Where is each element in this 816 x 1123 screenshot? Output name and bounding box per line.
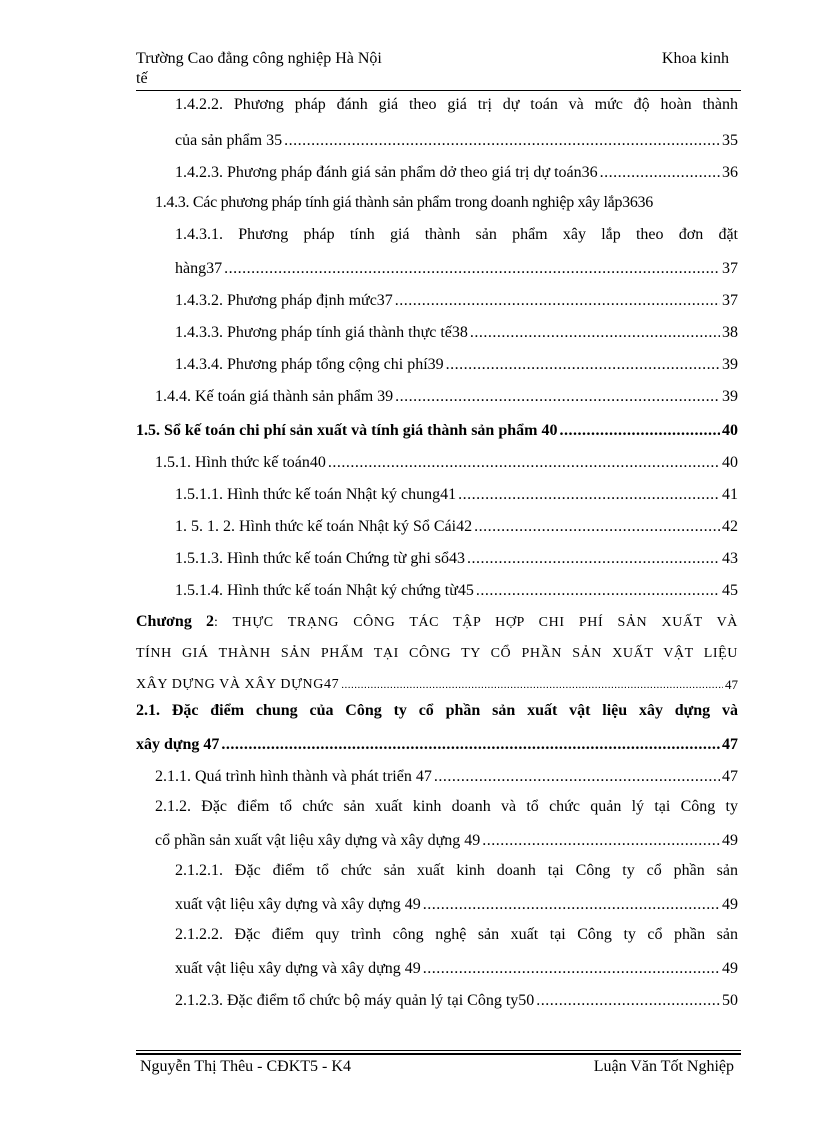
toc-entry[interactable]: của sản phẩm 35 ..... 35 <box>175 128 738 152</box>
toc-page-number: 49 <box>722 960 738 977</box>
dot-leader <box>559 420 720 442</box>
toc-page-number: 42 <box>722 518 738 535</box>
toc-entry[interactable]: 1.4.3.2. Phương pháp định mức37 ..... 37 <box>175 288 738 312</box>
toc-entry[interactable]: xuất vật liệu xây dựng và xây dựng 49 ..... 49 <box>175 956 738 980</box>
toc-entry-chapter[interactable]: Chương 2: THỰC TRẠNG CÔNG TÁC TẬP HỢP CHI PHÍ SẢN XUẤT VÀ <box>136 613 738 630</box>
toc-entry[interactable]: 2.1.1. Quá trình hình thành và phát triển 47 ..... 47 <box>155 764 738 788</box>
toc-entry[interactable]: hàng37 ..... 37 <box>175 256 738 280</box>
faculty-name: Khoa kinh <box>661 50 729 67</box>
toc-entry[interactable]: cổ phần sản xuất vật liệu xây dựng và xây dựng 49 ..... 49 <box>155 828 738 852</box>
toc-entry[interactable]: 2.1.2.1. Đặc điểm tổ chức sản xuất kinh doanh tại Công ty cổ phần sản <box>175 862 738 879</box>
dot-leader <box>470 322 720 344</box>
toc-entry[interactable]: 1.4.3.3. Phương pháp tính giá thành thực tế38 ..... 38 <box>175 320 738 344</box>
toc-entry[interactable]: 2.1.2.2. Đặc điểm quy trình công nghệ sản xuất tại Công ty cổ phần sản <box>175 926 738 943</box>
dot-leader <box>536 990 720 1012</box>
dot-leader <box>341 674 723 696</box>
dot-leader <box>482 830 720 852</box>
dot-leader <box>221 734 720 756</box>
toc-entry[interactable]: 1.4.3.4. Phương pháp tổng cộng chi phí39 ..... 39 <box>175 352 738 376</box>
toc-page-number: 39 <box>722 388 738 405</box>
toc-page-number: 47 <box>725 677 738 692</box>
dot-leader <box>395 386 720 408</box>
toc-entry[interactable]: 2.1.2.3. Đặc điểm tổ chức bộ máy quản lý tại Công ty50 ..... 50 <box>175 988 738 1012</box>
faculty-name-wrap: tế <box>136 70 148 87</box>
toc-entry-chapter[interactable]: XÂY DỰNG VÀ XÂY DỰNG47 ..... 47 <box>136 672 738 696</box>
toc-page-number: 40 <box>722 454 738 471</box>
toc-page-number: 39 <box>722 356 738 373</box>
dot-leader <box>423 958 720 980</box>
dot-leader <box>458 484 720 506</box>
toc-entry[interactable]: 1.5.1. Hình thức kế toán40 ..... 40 <box>155 450 738 474</box>
toc-page-number: 49 <box>722 896 738 913</box>
footer-divider-thick <box>136 1053 741 1055</box>
toc-page-number: 38 <box>722 324 738 341</box>
footer-divider <box>136 1050 741 1051</box>
toc-page-number: 49 <box>722 832 738 849</box>
toc-page-number: 47 <box>722 736 738 753</box>
dot-leader <box>224 258 720 280</box>
toc-page-number: 41 <box>722 486 738 503</box>
toc-page-number: 45 <box>722 582 738 599</box>
school-name: Trường Cao đẳng công nghiệp Hà Nội <box>136 50 382 67</box>
toc-entry[interactable]: 1.4.3.1. Phương pháp tính giá thành sản phẩm xây lắp theo đơn đặt <box>175 226 738 243</box>
toc-entry[interactable]: 1.5.1.4. Hình thức kế toán Nhật ký chứng từ45 ..... 45 <box>175 578 738 602</box>
header-divider <box>136 90 741 91</box>
toc-page-number: 37 <box>722 292 738 309</box>
toc-entry[interactable]: xây dựng 47 ..... 47 <box>136 732 738 756</box>
dot-leader <box>467 548 720 570</box>
dot-leader <box>474 516 720 538</box>
dot-leader <box>423 894 720 916</box>
toc-page-number: 35 <box>722 132 738 149</box>
toc-entry[interactable]: 2.1.2. Đặc điểm tổ chức sản xuất kinh doanh và tổ chức quản lý tại Công ty <box>155 798 738 815</box>
dot-leader <box>328 452 720 474</box>
toc-entry[interactable]: 1.5. Sổ kế toán chi phí sản xuất và tính giá thành sản phẩm 40 ..... 40 <box>136 418 738 442</box>
dot-leader <box>395 290 720 312</box>
toc-entry[interactable]: 1. 5. 1. 2. Hình thức kế toán Nhật ký Sổ Cái42 ..... 42 <box>175 514 738 538</box>
toc-entry[interactable]: 1.4.2.3. Phương pháp đánh giá sản phẩm dở theo giá trị dự toán36 ..... 36 <box>175 160 738 184</box>
toc-entry[interactable]: 1.4.2.2. Phương pháp đánh giá theo giá trị dự toán và mức độ hoàn thành <box>175 96 738 113</box>
toc-entry[interactable]: xuất vật liệu xây dựng và xây dựng 49 ..... 49 <box>175 892 738 916</box>
dot-leader <box>476 580 720 602</box>
toc-entry[interactable]: 2.1. Đặc điểm chung của Công ty cổ phần sản xuất vật liệu xây dựng và <box>136 702 738 719</box>
toc-entry-chapter[interactable]: TÍNH GIÁ THÀNH SẢN PHẨM TẠI CÔNG TY CỔ PHẦN SẢN XUẤT VẬT LIỆU <box>136 646 738 661</box>
dot-leader <box>284 130 720 152</box>
footer-doc-type: Luận Văn Tốt Nghiệp <box>593 1058 734 1075</box>
toc-page-number: 36 <box>722 164 738 181</box>
toc-entry[interactable]: 1.4.3. Các phương pháp tính giá thành sản phẩm trong doanh nghiệp xây lắp3636 <box>155 194 653 211</box>
toc-entry[interactable]: 1.5.1.1. Hình thức kế toán Nhật ký chung41 ..... 41 <box>175 482 738 506</box>
toc-page-number: 43 <box>722 550 738 567</box>
dot-leader <box>434 766 720 788</box>
toc-page-number: 50 <box>722 992 738 1009</box>
toc-page-number: 40 <box>722 422 738 439</box>
dot-leader <box>600 162 720 184</box>
toc-page-number: 47 <box>722 768 738 785</box>
footer-author: Nguyễn Thị Thêu - CĐKT5 - K4 <box>140 1058 351 1075</box>
dot-leader <box>446 354 720 376</box>
toc-entry[interactable]: 1.4.4. Kế toán giá thành sản phẩm 39 ..... 39 <box>155 384 738 408</box>
toc-entry[interactable]: 1.5.1.3. Hình thức kế toán Chứng từ ghi sổ43 ..... 43 <box>175 546 738 570</box>
toc-page-number: 37 <box>722 260 738 277</box>
chapter-label: Chương 2 <box>136 613 214 630</box>
